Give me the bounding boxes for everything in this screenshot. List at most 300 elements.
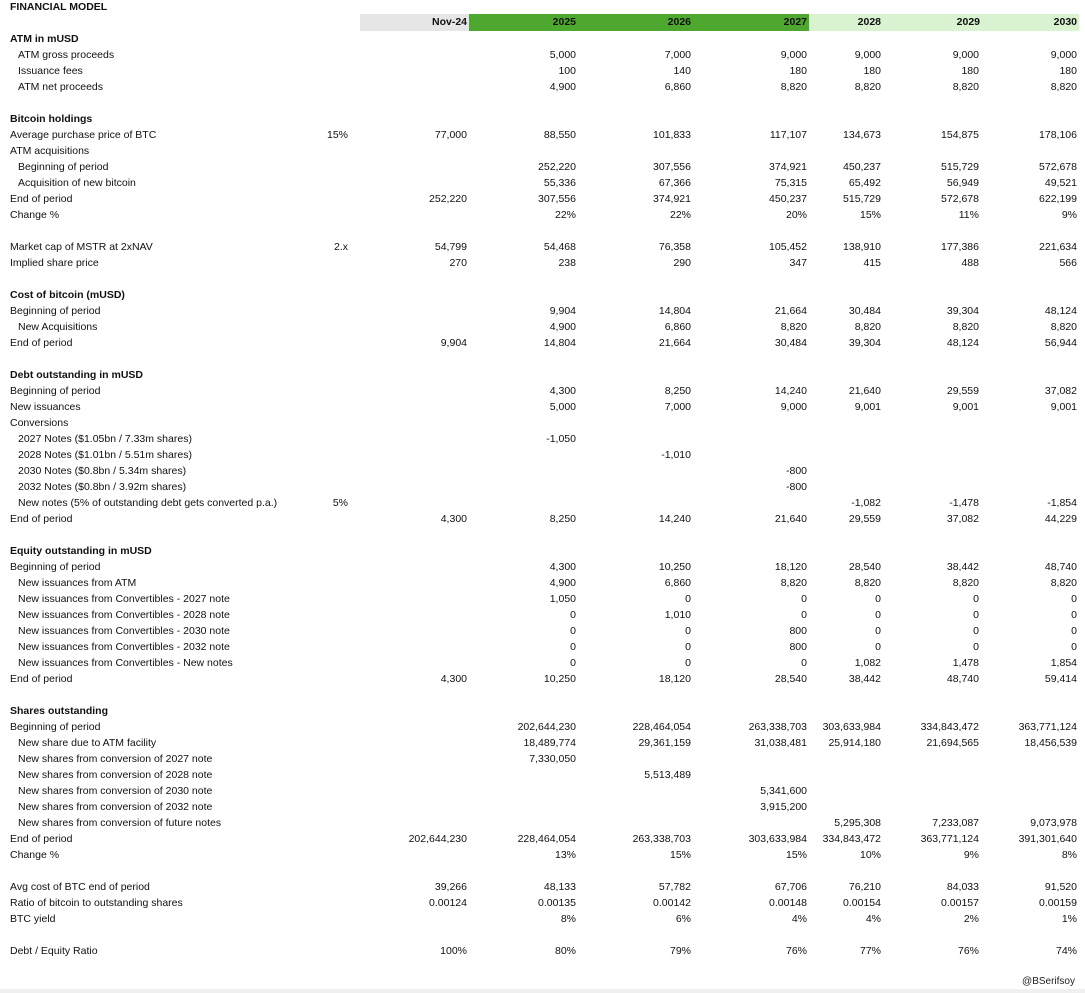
value-cell[interactable]: 8,820 — [1050, 321, 1077, 333]
value-cell[interactable]: 67,366 — [658, 177, 691, 189]
value-cell[interactable]: 5,513,489 — [644, 769, 691, 781]
value-cell[interactable]: 18,120 — [658, 673, 691, 685]
value-cell[interactable]: 9,000 — [780, 401, 807, 413]
value-cell[interactable]: 0 — [973, 641, 979, 653]
value-cell[interactable]: 238 — [558, 257, 576, 269]
section-title[interactable]: Shares outstanding — [10, 705, 109, 717]
row-label[interactable]: Market cap of MSTR at 2xNAV — [10, 241, 153, 253]
value-cell[interactable]: 4,300 — [440, 673, 467, 685]
value-cell[interactable]: 8,820 — [780, 577, 807, 589]
table-row — [0, 239, 1085, 255]
value-cell[interactable]: 9,904 — [549, 305, 576, 317]
value-cell[interactable]: 25,914,180 — [828, 737, 881, 749]
value-cell[interactable]: 29,559 — [848, 513, 881, 525]
value-cell[interactable]: 38,442 — [946, 561, 979, 573]
value-cell[interactable]: 4,300 — [549, 561, 576, 573]
value-cell[interactable]: 4,300 — [440, 513, 467, 525]
value-cell[interactable]: 7,233,087 — [932, 817, 979, 829]
value-cell[interactable]: 21,640 — [774, 513, 807, 525]
value-cell[interactable]: 7,330,050 — [529, 753, 576, 765]
value-cell[interactable]: 5,295,308 — [834, 817, 881, 829]
value-cell[interactable]: 15% — [669, 849, 691, 861]
value-cell[interactable]: 14,240 — [774, 385, 807, 397]
row-label[interactable]: New shares from conversion of 2027 note — [18, 753, 213, 765]
value-cell[interactable]: 154,875 — [941, 129, 979, 141]
value-cell[interactable]: 800 — [789, 641, 807, 653]
value-cell[interactable]: 21,694,565 — [926, 737, 979, 749]
value-cell[interactable]: 0.00124 — [429, 897, 467, 909]
value-cell[interactable]: 8,250 — [549, 513, 576, 525]
value-cell[interactable]: 0 — [570, 625, 576, 637]
value-cell[interactable]: 1,854 — [1050, 657, 1077, 669]
row-label[interactable]: New shares from conversion of 2030 note — [18, 785, 213, 797]
value-cell[interactable]: 202,644,230 — [517, 721, 576, 733]
value-cell[interactable]: 9,000 — [952, 49, 979, 61]
column-header-2025[interactable]: 2025 — [469, 14, 578, 31]
row-label[interactable]: End of period — [10, 337, 73, 349]
value-cell[interactable]: 9,904 — [440, 337, 467, 349]
section-title[interactable]: Equity outstanding in mUSD — [10, 545, 152, 557]
assumption-cell[interactable]: 15% — [326, 129, 348, 141]
value-cell[interactable]: 80% — [554, 945, 576, 957]
value-cell[interactable]: -1,478 — [949, 497, 979, 509]
value-cell[interactable]: 180 — [1059, 65, 1077, 77]
row-label[interactable]: Issuance fees — [18, 65, 83, 77]
value-cell[interactable]: 0 — [973, 625, 979, 637]
row-label[interactable]: Avg cost of BTC end of period — [10, 881, 150, 893]
value-cell[interactable]: 334,843,472 — [920, 721, 979, 733]
value-cell[interactable]: 11% — [958, 209, 979, 221]
value-cell[interactable]: 21,664 — [774, 305, 807, 317]
value-cell[interactable]: 138,910 — [843, 241, 881, 253]
value-cell[interactable]: 8,820 — [1050, 577, 1077, 589]
value-cell[interactable]: 44,229 — [1044, 513, 1077, 525]
section-title[interactable]: Cost of bitcoin (mUSD) — [10, 289, 125, 301]
value-cell[interactable]: 18,456,539 — [1024, 737, 1077, 749]
value-cell[interactable]: 22% — [669, 209, 691, 221]
value-cell[interactable]: 307,556 — [653, 161, 691, 173]
value-cell[interactable]: 0 — [570, 609, 576, 621]
value-cell[interactable]: 0 — [570, 641, 576, 653]
value-cell[interactable]: 31,038,481 — [754, 737, 807, 749]
value-cell[interactable]: 18,489,774 — [523, 737, 576, 749]
row-label[interactable]: 2028 Notes ($1.01bn / 5.51m shares) — [18, 449, 192, 461]
value-cell[interactable]: 0.00154 — [843, 897, 881, 909]
value-cell[interactable]: 84,033 — [946, 881, 979, 893]
value-cell[interactable]: 334,843,472 — [822, 833, 881, 845]
value-cell[interactable]: 76% — [957, 945, 979, 957]
row-label[interactable]: New issuances from Convertibles - 2032 note — [18, 641, 230, 653]
value-cell[interactable]: 39,304 — [946, 305, 979, 317]
value-cell[interactable]: -800 — [785, 481, 807, 493]
row-label[interactable]: New issuances from Convertibles - 2028 note — [18, 609, 230, 621]
value-cell[interactable]: 363,771,124 — [920, 833, 979, 845]
value-cell[interactable]: 37,082 — [946, 513, 979, 525]
value-cell[interactable]: 177,386 — [941, 241, 979, 253]
value-cell[interactable]: 54,468 — [543, 241, 576, 253]
value-cell[interactable]: -800 — [785, 465, 807, 477]
assumption-cell[interactable]: 5% — [332, 497, 348, 509]
value-cell[interactable]: 100% — [440, 945, 467, 957]
value-cell[interactable]: 9% — [1061, 209, 1077, 221]
value-cell[interactable]: 221,634 — [1039, 241, 1077, 253]
value-cell[interactable]: 0 — [875, 593, 881, 605]
value-cell[interactable]: 39,266 — [434, 881, 467, 893]
value-cell[interactable]: 5,341,600 — [760, 785, 807, 797]
row-label[interactable]: New issuances — [10, 401, 81, 413]
value-cell[interactable]: 30,484 — [774, 337, 807, 349]
value-cell[interactable]: 263,338,703 — [748, 721, 807, 733]
value-cell[interactable]: 303,633,984 — [748, 833, 807, 845]
value-cell[interactable]: 21,664 — [658, 337, 691, 349]
value-cell[interactable]: 9,001 — [952, 401, 979, 413]
column-header-2028[interactable]: 2028 — [809, 14, 883, 31]
value-cell[interactable]: 800 — [789, 625, 807, 637]
value-cell[interactable]: 10% — [859, 849, 881, 861]
value-cell[interactable]: -1,010 — [661, 449, 691, 461]
value-cell[interactable]: 48,124 — [946, 337, 979, 349]
value-cell[interactable]: 2% — [963, 913, 979, 925]
value-cell[interactable]: 18,120 — [774, 561, 807, 573]
value-cell[interactable]: 56,944 — [1044, 337, 1077, 349]
row-label[interactable]: New notes (5% of outstanding debt gets converted p.a.) — [18, 497, 278, 509]
value-cell[interactable]: 9,000 — [1050, 49, 1077, 61]
value-cell[interactable]: 29,559 — [946, 385, 979, 397]
value-cell[interactable]: 14,240 — [658, 513, 691, 525]
row-label[interactable]: Implied share price — [10, 257, 99, 269]
value-cell[interactable]: 0 — [1071, 625, 1077, 637]
row-label[interactable]: New share due to ATM facility — [18, 737, 157, 749]
column-header-nov-24[interactable]: Nov-24 — [360, 14, 469, 31]
value-cell[interactable]: 76% — [785, 945, 807, 957]
table-row — [0, 943, 1085, 959]
value-cell[interactable]: 515,729 — [941, 161, 979, 173]
value-cell[interactable]: 8,820 — [854, 321, 881, 333]
table-row — [0, 495, 1085, 511]
value-cell[interactable]: 0 — [875, 641, 881, 653]
value-cell[interactable]: 14,804 — [658, 305, 691, 317]
row-label[interactable]: New shares from conversion of 2028 note — [18, 769, 213, 781]
row-label[interactable]: New issuances from Convertibles - New notes — [18, 657, 233, 669]
column-header-2029[interactable]: 2029 — [883, 14, 982, 31]
row-label[interactable]: Beginning of period — [18, 161, 109, 173]
assumption-cell[interactable]: 2.x — [333, 241, 348, 253]
row-label[interactable]: End of period — [10, 193, 73, 205]
value-cell[interactable]: 9,073,978 — [1030, 817, 1077, 829]
bottom-scrollbar[interactable] — [0, 989, 1085, 993]
value-cell[interactable]: 252,220 — [429, 193, 467, 205]
value-cell[interactable]: 8,820 — [1050, 81, 1077, 93]
row-label[interactable]: BTC yield — [10, 913, 56, 925]
value-cell[interactable]: 4,900 — [549, 81, 576, 93]
value-cell[interactable]: 79% — [669, 945, 691, 957]
value-cell[interactable]: 0.00142 — [653, 897, 691, 909]
value-cell[interactable]: 48,124 — [1044, 305, 1077, 317]
value-cell[interactable]: 7,000 — [664, 49, 691, 61]
value-cell[interactable]: 54,799 — [434, 241, 467, 253]
value-cell[interactable]: 10,250 — [543, 673, 576, 685]
row-label[interactable]: New shares from conversion of 2032 note — [18, 801, 213, 813]
table-row — [0, 751, 1085, 767]
value-cell[interactable]: 0 — [801, 609, 807, 621]
row-label[interactable]: ATM acquisitions — [10, 145, 90, 157]
value-cell[interactable]: 29,361,159 — [638, 737, 691, 749]
table-row — [0, 399, 1085, 415]
value-cell[interactable]: 6,860 — [664, 321, 691, 333]
value-cell[interactable]: 14,804 — [543, 337, 576, 349]
value-cell[interactable]: 55,336 — [543, 177, 576, 189]
value-cell[interactable]: 180 — [863, 65, 881, 77]
table-row — [0, 831, 1085, 847]
value-cell[interactable]: 105,452 — [769, 241, 807, 253]
value-cell[interactable]: -1,050 — [546, 433, 576, 445]
value-cell[interactable]: 48,740 — [1044, 561, 1077, 573]
value-cell[interactable]: 450,237 — [843, 161, 881, 173]
value-cell[interactable]: 0 — [973, 593, 979, 605]
value-cell[interactable]: 4% — [791, 913, 807, 925]
value-cell[interactable]: 39,304 — [848, 337, 881, 349]
value-cell[interactable]: 252,220 — [538, 161, 576, 173]
value-cell[interactable]: 290 — [673, 257, 691, 269]
value-cell[interactable]: 75,315 — [774, 177, 807, 189]
value-cell[interactable]: 38,442 — [848, 673, 881, 685]
value-cell[interactable]: 59,414 — [1044, 673, 1077, 685]
value-cell[interactable]: 572,678 — [941, 193, 979, 205]
row-label[interactable]: New issuances from ATM — [18, 577, 137, 589]
value-cell[interactable]: 1,478 — [952, 657, 979, 669]
row-label[interactable]: End of period — [10, 673, 73, 685]
value-cell[interactable]: 0 — [801, 593, 807, 605]
value-cell[interactable]: -1,854 — [1047, 497, 1077, 509]
value-cell[interactable]: 30,484 — [848, 305, 881, 317]
value-cell[interactable]: 101,833 — [653, 129, 691, 141]
value-cell[interactable]: 9% — [963, 849, 979, 861]
value-cell[interactable]: 347 — [789, 257, 807, 269]
value-cell[interactable]: 0.00157 — [941, 897, 979, 909]
value-cell[interactable]: 4,300 — [549, 385, 576, 397]
row-label[interactable]: Change % — [10, 849, 60, 861]
value-cell[interactable]: 0 — [973, 609, 979, 621]
row-label[interactable]: Beginning of period — [10, 385, 101, 397]
value-cell[interactable]: 415 — [863, 257, 881, 269]
value-cell[interactable]: 391,301,640 — [1018, 833, 1077, 845]
table-row — [0, 623, 1085, 639]
value-cell[interactable]: 0 — [1071, 593, 1077, 605]
value-cell[interactable]: 28,540 — [774, 673, 807, 685]
value-cell[interactable]: 8% — [560, 913, 576, 925]
value-cell[interactable]: 9,001 — [854, 401, 881, 413]
column-header-2027[interactable]: 2027 — [693, 14, 809, 31]
value-cell[interactable]: 77% — [859, 945, 881, 957]
value-cell[interactable]: 363,771,124 — [1018, 721, 1077, 733]
value-cell[interactable]: 37,082 — [1044, 385, 1077, 397]
value-cell[interactable]: 0 — [685, 593, 691, 605]
column-header-2030[interactable]: 2030 — [982, 14, 1079, 31]
value-cell[interactable]: 178,106 — [1039, 129, 1077, 141]
table-row — [0, 511, 1085, 527]
value-cell[interactable]: 1,050 — [549, 593, 576, 605]
value-cell[interactable]: 8,820 — [952, 81, 979, 93]
row-label[interactable]: ATM net proceeds — [18, 81, 104, 93]
value-cell[interactable]: 28,540 — [848, 561, 881, 573]
value-cell[interactable]: 0 — [685, 625, 691, 637]
value-cell[interactable]: 8,820 — [854, 577, 881, 589]
value-cell[interactable]: 8,820 — [952, 321, 979, 333]
value-cell[interactable]: 622,199 — [1039, 193, 1077, 205]
value-cell[interactable]: 4,900 — [549, 321, 576, 333]
table-row — [0, 47, 1085, 63]
section-title[interactable]: ATM in mUSD — [10, 33, 79, 45]
row-label[interactable]: Beginning of period — [10, 561, 101, 573]
value-cell[interactable]: 4% — [865, 913, 881, 925]
value-cell[interactable]: 0 — [570, 657, 576, 669]
value-cell[interactable]: 180 — [961, 65, 979, 77]
value-cell[interactable]: 0 — [875, 609, 881, 621]
value-cell[interactable]: 1% — [1061, 913, 1077, 925]
row-label[interactable]: Beginning of period — [10, 721, 101, 733]
value-cell[interactable]: 263,338,703 — [632, 833, 691, 845]
value-cell[interactable]: 1,082 — [854, 657, 881, 669]
value-cell[interactable]: 228,464,054 — [517, 833, 576, 845]
value-cell[interactable]: 57,782 — [658, 881, 691, 893]
table-row — [0, 319, 1085, 335]
value-cell[interactable]: 8,250 — [664, 385, 691, 397]
value-cell[interactable]: 7,000 — [664, 401, 691, 413]
column-header-2026[interactable]: 2026 — [578, 14, 693, 31]
row-label[interactable]: Change % — [10, 209, 60, 221]
value-cell[interactable]: 6,860 — [664, 577, 691, 589]
value-cell[interactable]: 228,464,054 — [632, 721, 691, 733]
value-cell[interactable]: 8,820 — [952, 577, 979, 589]
value-cell[interactable]: 270 — [449, 257, 467, 269]
value-cell[interactable]: 74% — [1055, 945, 1077, 957]
sheet-title: FINANCIAL MODEL — [10, 1, 108, 13]
value-cell[interactable]: 0 — [1071, 609, 1077, 621]
value-cell[interactable]: 20% — [785, 209, 807, 221]
value-cell[interactable]: 15% — [785, 849, 807, 861]
row-label[interactable]: 2032 Notes ($0.8bn / 3.92m shares) — [18, 481, 187, 493]
value-cell[interactable]: 3,915,200 — [760, 801, 807, 813]
value-cell[interactable]: 572,678 — [1039, 161, 1077, 173]
value-cell[interactable]: 9,001 — [1050, 401, 1077, 413]
value-cell[interactable]: 0.00159 — [1039, 897, 1077, 909]
value-cell[interactable]: 8,820 — [780, 81, 807, 93]
value-cell[interactable]: 140 — [673, 65, 691, 77]
value-cell[interactable]: 0 — [801, 657, 807, 669]
table-row — [0, 799, 1085, 815]
row-label[interactable]: Conversions — [10, 417, 69, 429]
value-cell[interactable]: 65,492 — [848, 177, 881, 189]
row-label[interactable]: 2027 Notes ($1.05bn / 7.33m shares) — [18, 433, 192, 445]
value-cell[interactable]: 22% — [554, 209, 576, 221]
value-cell[interactable]: 134,673 — [843, 129, 881, 141]
row-label[interactable]: New issuances from Convertibles - 2030 note — [18, 625, 230, 637]
table-row — [0, 175, 1085, 191]
section-title[interactable]: Bitcoin holdings — [10, 113, 93, 125]
value-cell[interactable]: 515,729 — [843, 193, 881, 205]
value-cell[interactable]: 374,921 — [653, 193, 691, 205]
value-cell[interactable]: 9,000 — [854, 49, 881, 61]
value-cell[interactable]: 0 — [875, 625, 881, 637]
row-label[interactable]: ATM gross proceeds — [18, 49, 115, 61]
value-cell[interactable]: 0 — [1071, 641, 1077, 653]
value-cell[interactable]: 307,556 — [538, 193, 576, 205]
value-cell[interactable]: 488 — [961, 257, 979, 269]
value-cell[interactable]: 9,000 — [780, 49, 807, 61]
value-cell[interactable]: 76,358 — [658, 241, 691, 253]
value-cell[interactable]: 450,237 — [769, 193, 807, 205]
value-cell[interactable]: 56,949 — [946, 177, 979, 189]
value-cell[interactable]: 374,921 — [769, 161, 807, 173]
row-label[interactable]: End of period — [10, 513, 73, 525]
row-label[interactable]: New Acquisitions — [18, 321, 98, 333]
value-cell[interactable]: -1,082 — [851, 497, 881, 509]
table-row — [0, 159, 1085, 175]
table-row — [0, 783, 1085, 799]
section-title[interactable]: Debt outstanding in mUSD — [10, 369, 143, 381]
value-cell[interactable]: 67,706 — [774, 881, 807, 893]
value-cell[interactable]: 8% — [1061, 849, 1077, 861]
value-cell[interactable]: 8,820 — [854, 81, 881, 93]
row-label[interactable]: Beginning of period — [10, 305, 101, 317]
value-cell[interactable]: 76,210 — [848, 881, 881, 893]
value-cell[interactable]: 0.00148 — [769, 897, 807, 909]
table-row — [0, 911, 1085, 927]
table-row — [0, 815, 1085, 831]
row-label[interactable]: Ratio of bitcoin to outstanding shares — [10, 897, 183, 909]
row-label[interactable]: New issuances from Convertibles - 2027 note — [18, 593, 230, 605]
value-cell[interactable]: 88,550 — [543, 129, 576, 141]
value-cell[interactable]: 48,740 — [946, 673, 979, 685]
value-cell[interactable]: 77,000 — [434, 129, 467, 141]
value-cell[interactable]: 15% — [859, 209, 881, 221]
value-cell[interactable]: 8,820 — [780, 321, 807, 333]
value-cell[interactable]: 566 — [1059, 257, 1077, 269]
value-cell[interactable]: 1,010 — [664, 609, 691, 621]
row-label[interactable]: New shares from conversion of future notes — [18, 817, 222, 829]
value-cell[interactable]: 13% — [554, 849, 576, 861]
row-label[interactable]: Debt / Equity Ratio — [10, 945, 98, 957]
value-cell[interactable]: 6,860 — [664, 81, 691, 93]
value-cell[interactable]: 303,633,984 — [822, 721, 881, 733]
value-cell[interactable]: 0 — [685, 641, 691, 653]
value-cell[interactable]: 6% — [675, 913, 691, 925]
value-cell[interactable]: 48,133 — [543, 881, 576, 893]
value-cell[interactable]: 0 — [685, 657, 691, 669]
table-row — [0, 895, 1085, 911]
value-cell[interactable]: 5,000 — [549, 49, 576, 61]
value-cell[interactable]: 49,521 — [1044, 177, 1077, 189]
value-cell[interactable]: 180 — [789, 65, 807, 77]
row-label[interactable]: 2030 Notes ($0.8bn / 5.34m shares) — [18, 465, 187, 477]
row-label[interactable]: Acquisition of new bitcoin — [18, 177, 136, 189]
value-cell[interactable]: 21,640 — [848, 385, 881, 397]
value-cell[interactable]: 202,644,230 — [408, 833, 467, 845]
value-cell[interactable]: 117,107 — [769, 129, 807, 141]
row-label[interactable]: Average purchase price of BTC — [10, 129, 157, 141]
value-cell[interactable]: 91,520 — [1044, 881, 1077, 893]
value-cell[interactable]: 0.00135 — [538, 897, 576, 909]
table-row — [0, 335, 1085, 351]
section-header-row — [0, 287, 1085, 303]
table-row — [0, 847, 1085, 863]
value-cell[interactable]: 4,900 — [549, 577, 576, 589]
row-label[interactable]: End of period — [10, 833, 73, 845]
section-header-row — [0, 703, 1085, 719]
value-cell[interactable]: 5,000 — [549, 401, 576, 413]
value-cell[interactable]: 10,250 — [658, 561, 691, 573]
value-cell[interactable]: 100 — [558, 65, 576, 77]
